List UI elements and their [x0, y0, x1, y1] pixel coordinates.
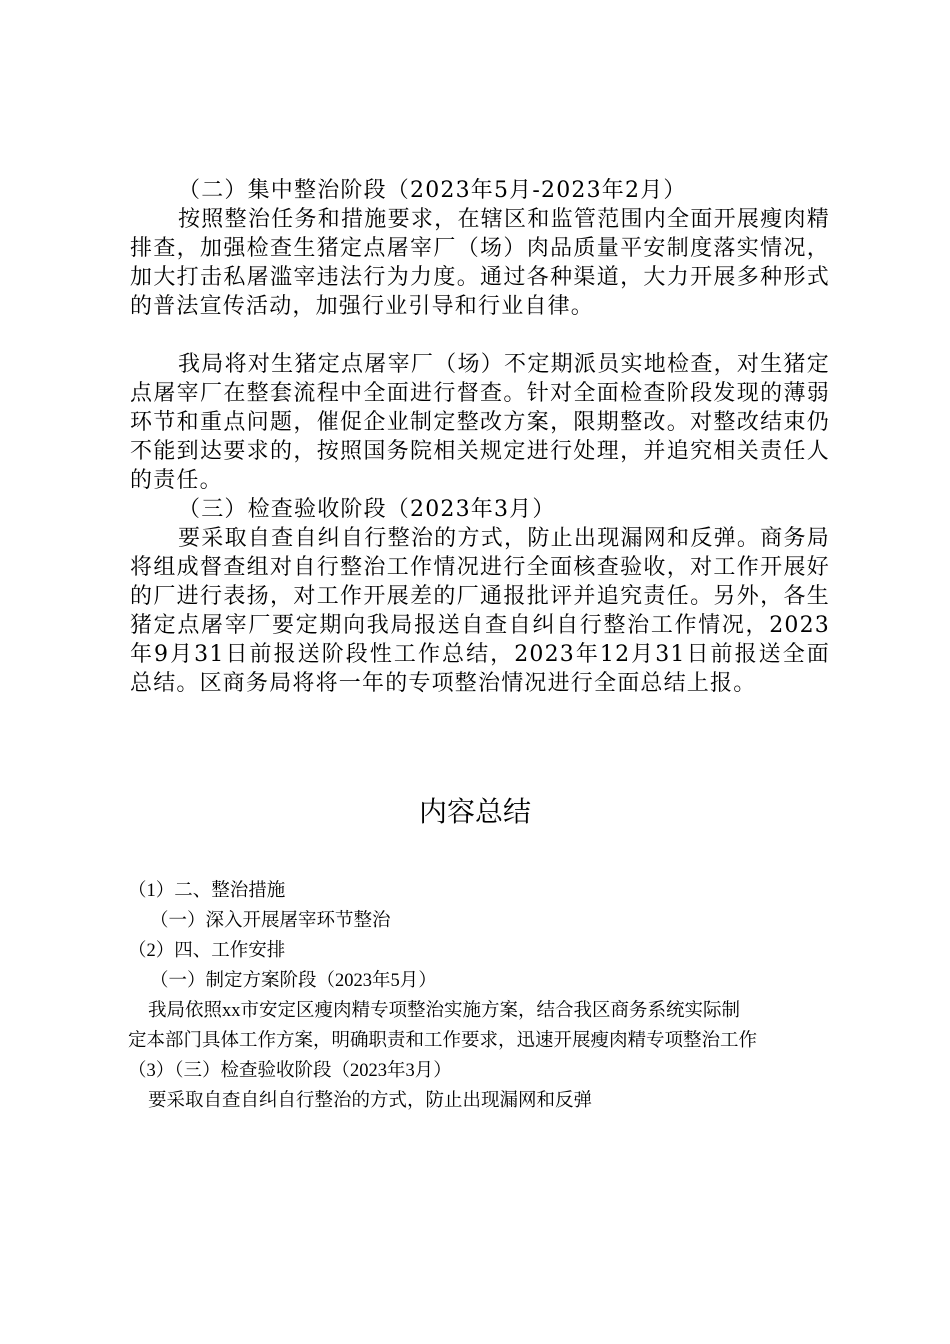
summary-item-2: （2）四、工作安排: [128, 941, 286, 961]
body-section: [130, 176, 830, 698]
paragraph-rectification-tasks: 按照整治任务和措施要求，在辖区和监管范围内全面开展瘦肉精排查，加强检查生猪定点屠宰厂（场）肉品质量平安制度落实情况，加大打击私屠滥宰违法行为力度。通过各种渠道，大力开展多种形式的普法宣传活动，加强行业引导和行业自律。: [130, 207, 830, 319]
summary-section: [128, 876, 838, 1116]
summary-item-1-sub: （一）深入开展屠宰环节整治: [150, 911, 391, 931]
heading-inspection-acceptance: （三）检查验收阶段（2023年3月）: [178, 497, 556, 522]
summary-item-1: （1）二、整治措施: [128, 881, 286, 901]
summary-title: 内容总结: [418, 797, 531, 828]
summary-item-2-text-line-2: 定本部门具体工作方案，明确职责和工作要求，迅速开展瘦肉精专项整治工作: [128, 1031, 758, 1051]
summary-item-2-sub: （一）制定方案阶段（2023年5月）: [150, 971, 437, 991]
paragraph-self-inspection: 要采取自查自纠自行整治的方式，防止出现漏网和反弹。商务局将组成督查组对自行整治工作情况进行全面核查验收，对工作开展好的厂进行表扬，对工作开展差的厂通报批评并追究责任。另外，各生猪定点屠宰厂要定期向我局报送自查自纠自行整治工作情况，2023年9月31日前报送阶段性工作总结，2023年12月31日前报送全面总结。区商务局将将一年的专项整治情况进行全面总结上报。: [130, 526, 830, 696]
summary-item-3: （3）（三）检查验收阶段（2023年3月）: [128, 1061, 452, 1081]
heading-centralized-rectification: （二）集中整治阶段（2023年5月-2023年2月）: [178, 178, 687, 203]
paragraph-inspection-supervision: 我局将对生猪定点屠宰厂（场）不定期派员实地检查，对生猪定点屠宰厂在整套流程中全面进行督查。针对全面检查阶段发现的薄弱环节和重点问题，催促企业制定整改方案，限期整改。对整改结束仍不能到达要求的，按照国务院相关规定进行处理，并追究相关责任人的责任。: [130, 352, 830, 493]
summary-item-2-text-line-1: 我局依照xx市安定区瘦肉精专项整治实施方案，结合我区商务系统实际制: [148, 1001, 741, 1021]
summary-item-3-text: 要采取自查自纠自行整治的方式，防止出现漏网和反弹: [148, 1091, 593, 1111]
